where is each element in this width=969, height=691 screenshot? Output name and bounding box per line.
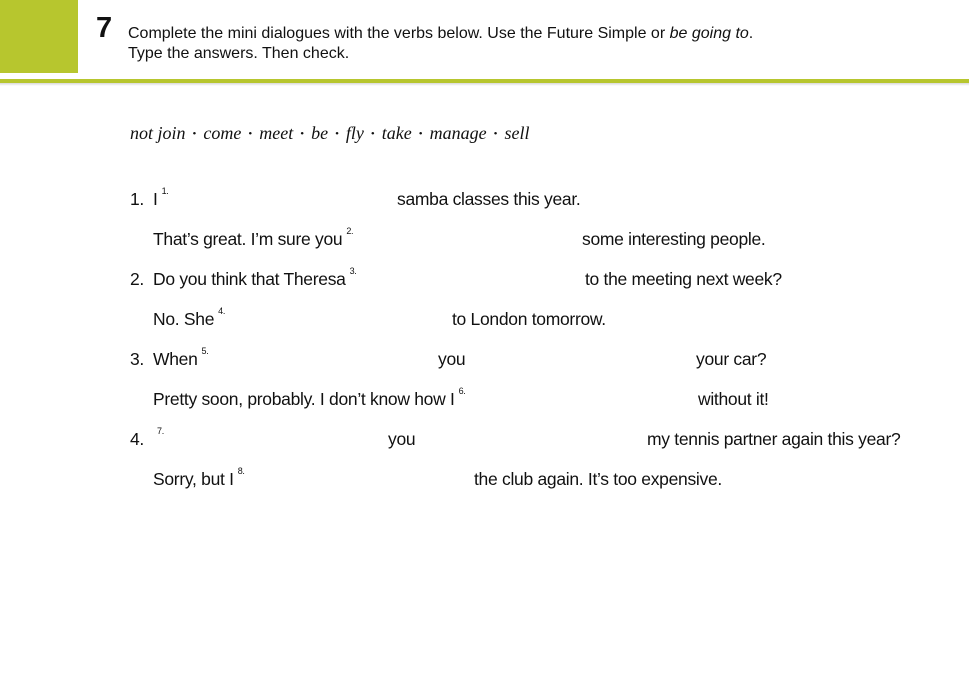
instruction-text: Complete the mini dialogues with the verbs below. Use the Future Simple or — [128, 25, 670, 42]
line-text: No. She — [153, 309, 215, 329]
answer-field-3[interactable] — [367, 269, 572, 291]
item-number: 1. — [130, 189, 144, 209]
gap-number: 6. — [458, 386, 466, 396]
bullet-separator: • — [335, 128, 339, 140]
bullet-separator: • — [192, 128, 197, 140]
gap-number: 2. — [346, 226, 354, 236]
instruction-italic: be going to — [669, 25, 749, 42]
line-text: Do you think that Theresa — [153, 269, 346, 289]
item-number: 4. — [130, 429, 144, 449]
word-bank-item: meet — [259, 123, 294, 143]
line-text-after-gap: without it! — [698, 389, 769, 409]
answer-field-2[interactable] — [365, 229, 570, 251]
instruction-period: . — [748, 25, 754, 42]
bullet-separator: • — [300, 128, 305, 140]
word-bank-item: come — [203, 123, 242, 143]
line-text: Pretty soon, probably. I don’t know how I — [153, 389, 455, 409]
instruction-line2: Type the answers. Then check. — [128, 45, 350, 62]
line-text-after-gap: some interesting people. — [582, 229, 766, 249]
line-text-before-gap — [153, 386, 466, 410]
answer-field-7b[interactable] — [428, 429, 633, 451]
line-text-after-gap: your car? — [696, 349, 767, 369]
answer-field-7a[interactable] — [170, 429, 375, 451]
word-bank-item: sell — [504, 123, 530, 143]
line-text-after-gap: my tennis partner again this year? — [647, 429, 901, 449]
word-bank-item: be — [311, 123, 329, 143]
gap-number: 3. — [349, 266, 357, 276]
word-bank-item: manage — [429, 123, 487, 143]
bullet-separator: • — [418, 128, 423, 140]
answer-field-5a[interactable] — [222, 349, 427, 371]
line-text-before-gap — [153, 346, 209, 370]
line-text: When — [153, 349, 198, 369]
answer-field-5b[interactable] — [478, 349, 683, 371]
line-text-mid: you — [388, 429, 416, 449]
word-bank-item: fly — [345, 123, 364, 143]
line-text: Sorry, but I — [153, 469, 234, 489]
word-bank-item: not join — [130, 123, 186, 143]
word-bank-item: take — [381, 123, 412, 143]
bullet-separator: • — [248, 128, 253, 140]
answer-field-6[interactable] — [480, 389, 685, 411]
line-text-before-gap — [153, 426, 164, 450]
line-text-before-gap — [153, 466, 245, 490]
item-number: 2. — [130, 269, 144, 289]
line-text-before-gap — [153, 266, 357, 290]
line-text-after-gap: to London tomorrow. — [452, 309, 606, 329]
answer-field-8[interactable] — [258, 469, 463, 491]
gap-number: 7. — [157, 426, 164, 436]
bullet-separator: • — [493, 128, 498, 140]
header-accent-block — [0, 0, 78, 73]
answer-field-4[interactable] — [236, 309, 441, 331]
gap-number: 5. — [201, 346, 209, 356]
line-text-mid: you — [438, 349, 466, 369]
item-number: 3. — [130, 349, 144, 369]
gap-number: 1. — [161, 186, 169, 196]
bullet-separator: • — [370, 128, 375, 140]
answer-field-1[interactable] — [180, 189, 385, 211]
line-text-before-gap — [153, 226, 354, 250]
word-bank — [130, 123, 529, 144]
exercise-instruction — [128, 24, 928, 64]
line-text-before-gap — [153, 186, 169, 210]
exercise-number: 7 — [96, 12, 113, 44]
line-text-after-gap: samba classes this year. — [397, 189, 581, 209]
header-shadow — [0, 83, 969, 86]
line-text-after-gap: the club again. It’s too expensive. — [474, 469, 722, 489]
gap-number: 4. — [218, 306, 226, 316]
line-text-before-gap — [153, 306, 226, 330]
line-text: I — [153, 189, 158, 209]
line-text: That’s great. I’m sure you — [153, 229, 343, 249]
gap-number: 8. — [237, 466, 245, 476]
line-text-after-gap: to the meeting next week? — [585, 269, 782, 289]
